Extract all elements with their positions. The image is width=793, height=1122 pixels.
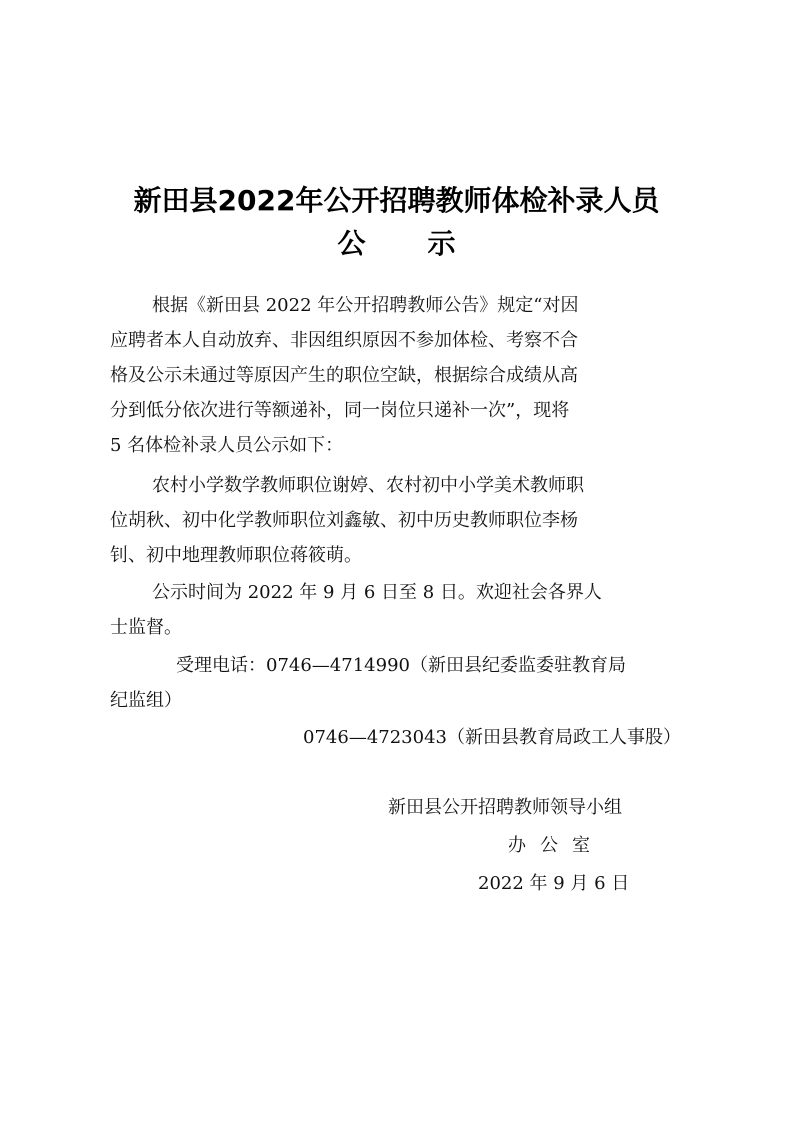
signature-organization: 新田县公开招聘教师领导小组: [388, 797, 622, 818]
paragraph-publicity-period: [110, 575, 682, 645]
document-title: 新田县2022年公开招聘教师体检补录人员: [133, 184, 660, 217]
hotline-line: 纪监组）: [110, 690, 182, 711]
paragraph-line: 位胡秋、初中化学教师职位刘鑫敏、初中历史教师职位李杨: [110, 510, 578, 531]
subtitle-char-2: 示: [427, 227, 456, 260]
paragraph-line: 钊、初中地理教师职位蒋筱萌。: [110, 545, 362, 566]
document-subtitle: [0, 226, 793, 262]
paragraph-line: 5 名体检补录人员公示如下：: [110, 435, 344, 456]
paragraph-candidates: [110, 468, 682, 573]
subtitle-char-1: 公: [337, 227, 366, 260]
paragraph-line: 分到低分依次进行等额递补，同一岗位只递补一次”，现将: [110, 400, 570, 421]
office-char: 公: [540, 835, 558, 856]
signature-date: 2022 年 9 月 6 日: [478, 873, 630, 894]
paragraph-line: 应聘者本人自动放弃、非因组织原因不参加体检、考察不合: [110, 330, 578, 351]
paragraph-line: 格及公示未通过等原因产生的职位空缺，根据综合成绩从高: [110, 365, 578, 386]
paragraph-line: 农村小学数学教师职位谢婷、农村初中小学美术教师职: [152, 475, 584, 496]
paragraph-regulation: [110, 288, 682, 463]
paragraph-line: 根据《新田县 2022 年公开招聘教师公告》规定“对因: [152, 295, 579, 316]
office-char: 室: [572, 835, 590, 856]
hotline-second-number: 0746—4723043（新田县教育局政工人事股）: [303, 727, 681, 748]
signature-office: [508, 828, 590, 863]
paragraph-hotline: [110, 648, 682, 718]
paragraph-line: 公示时间为 2022 年 9 月 6 日至 8 日。欢迎社会各界人: [152, 582, 602, 603]
paragraph-line: 士监督。: [110, 617, 182, 638]
office-char: 办: [508, 835, 526, 856]
hotline-line: 受理电话：0746—4714990（新田县纪委监委驻教育局: [176, 655, 626, 676]
